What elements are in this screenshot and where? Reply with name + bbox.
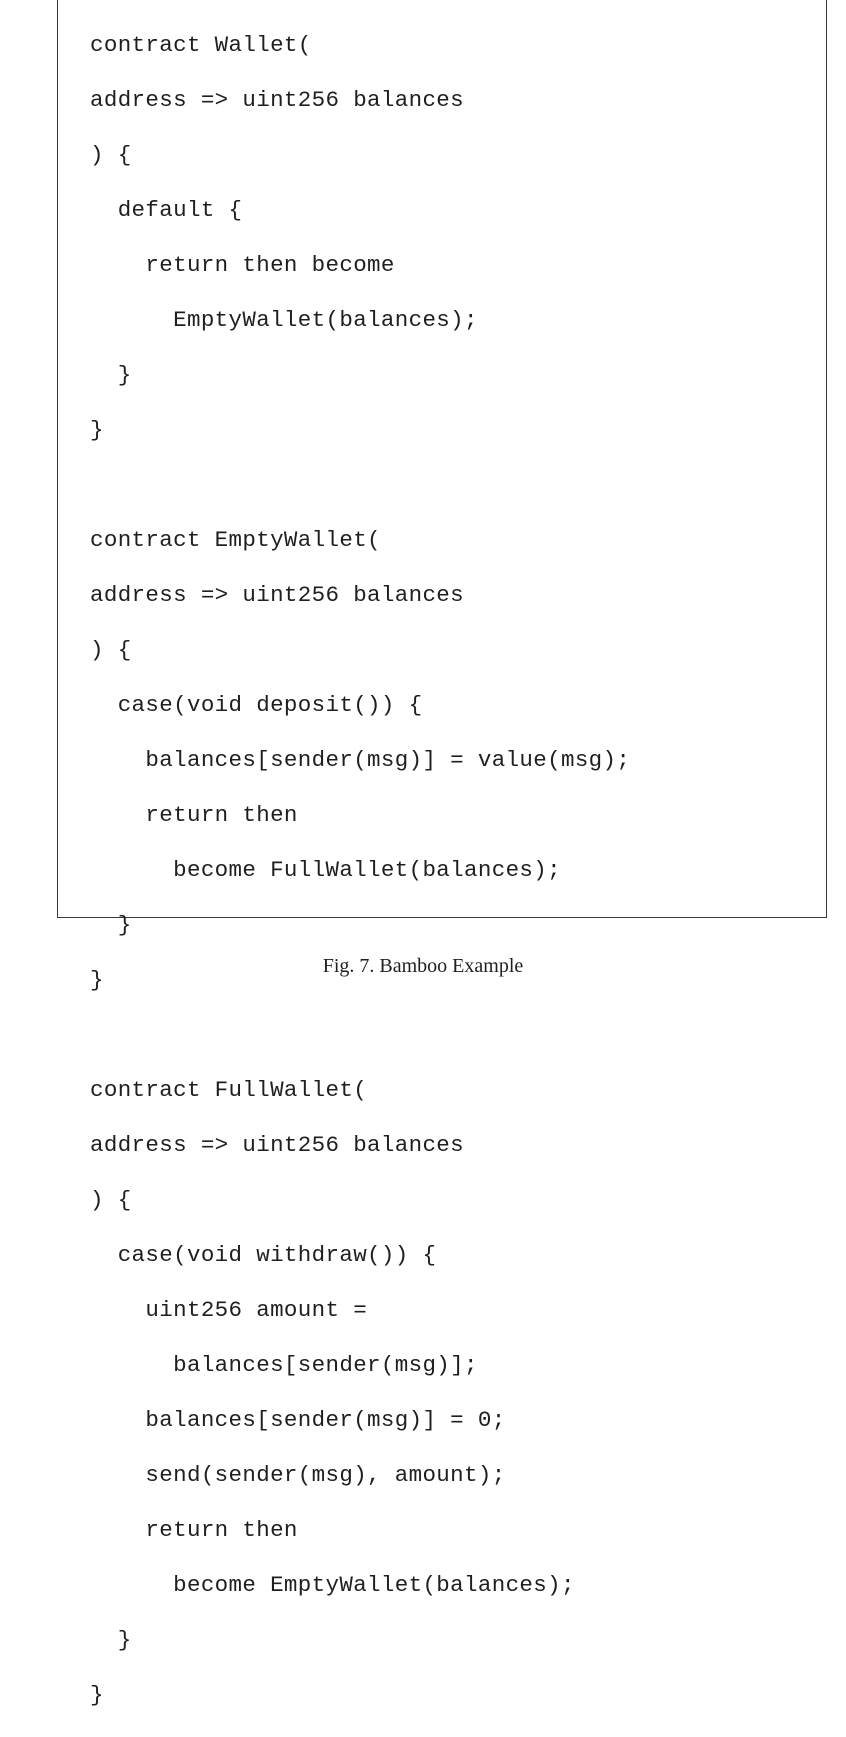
code-line: address => uint256 balances	[90, 582, 465, 608]
code-line: }	[90, 417, 104, 443]
code-line	[90, 1022, 630, 1050]
code-line: }	[90, 1682, 104, 1708]
code-line: }	[90, 912, 132, 938]
code-line: }	[90, 1627, 132, 1653]
code-line: case(void deposit()) {	[90, 692, 423, 718]
code-line: }	[90, 362, 132, 388]
code-line: contract EmptyWallet(	[90, 527, 381, 553]
code-line: address => uint256 balances	[90, 1132, 465, 1158]
code-line: uint256 amount =	[90, 1297, 368, 1323]
code-line: return then	[90, 802, 298, 828]
code-line: balances[sender(msg)];	[90, 1352, 478, 1378]
code-line: ) {	[90, 142, 132, 168]
code-line: }	[90, 967, 104, 993]
code-line: balances[sender(msg)] = value(msg);	[90, 747, 631, 773]
code-line	[90, 472, 630, 500]
code-line: become FullWallet(balances);	[90, 857, 561, 883]
code-line: ) {	[90, 1187, 132, 1213]
code-line: ) {	[90, 637, 132, 663]
code-line: balances[sender(msg)] = 0;	[90, 1407, 506, 1433]
figure-caption: Fig. 7. Bamboo Example	[322, 955, 524, 977]
code-line: send(sender(msg), amount);	[90, 1462, 506, 1488]
code-line: case(void withdraw()) {	[90, 1242, 437, 1268]
code-line: contract Wallet(	[90, 32, 312, 58]
code-line: address => uint256 balances	[90, 87, 465, 113]
code-listing	[90, 32, 630, 1737]
code-line: contract FullWallet(	[90, 1077, 368, 1103]
code-line: EmptyWallet(balances);	[90, 307, 478, 333]
code-line: become EmptyWallet(balances);	[90, 1572, 575, 1598]
code-line: default {	[90, 197, 243, 223]
code-line: return then	[90, 1517, 298, 1543]
code-line: return then become	[90, 252, 395, 278]
